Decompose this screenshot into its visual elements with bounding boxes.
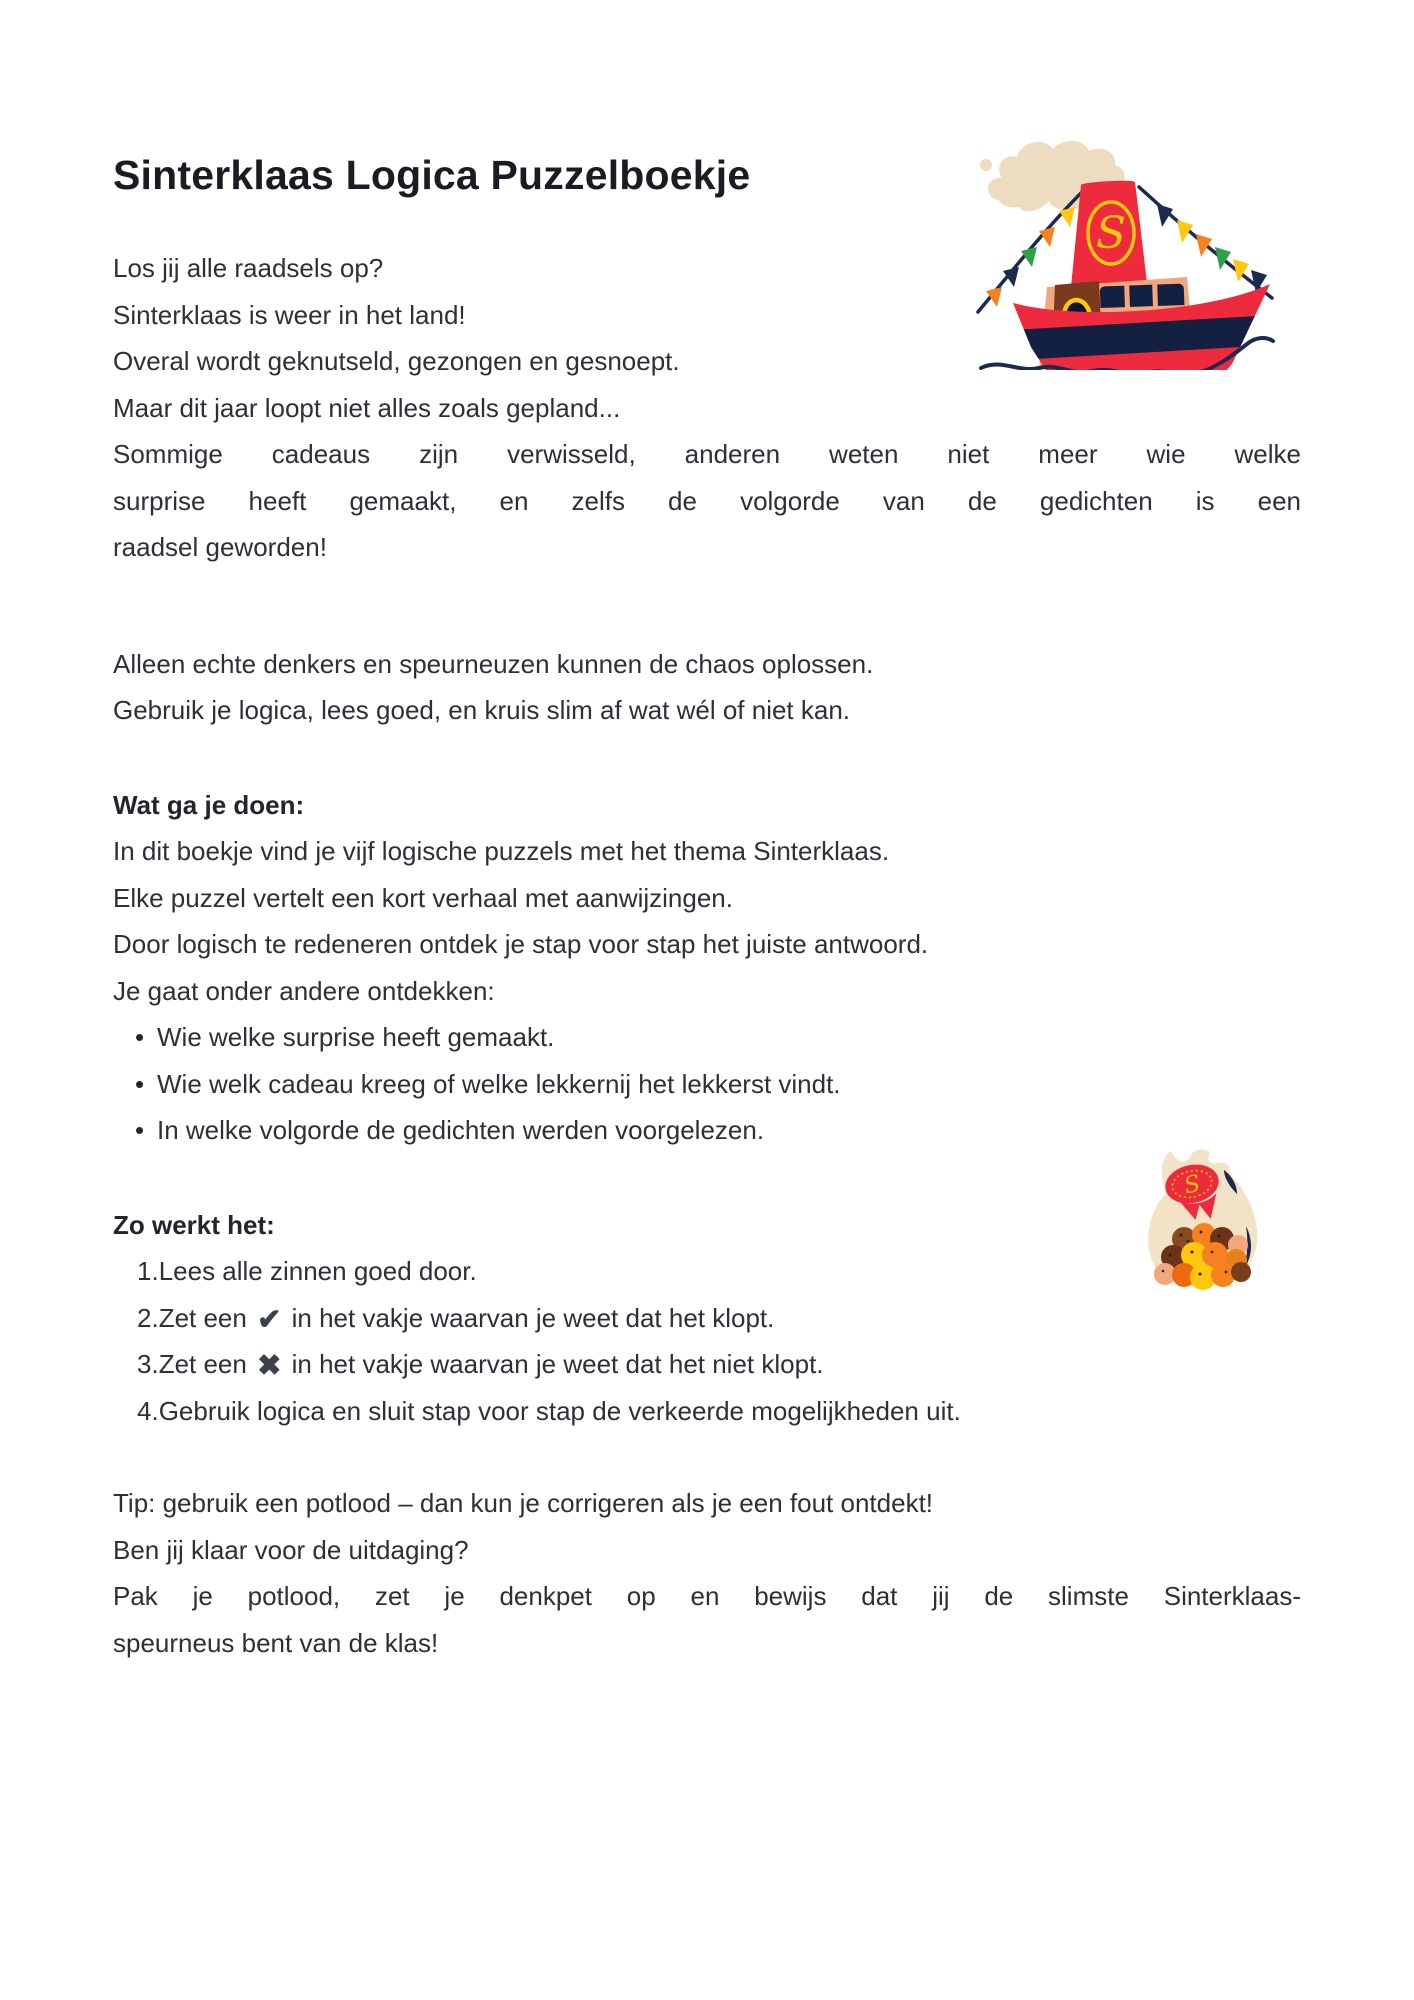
step-text: Zet een [158,1302,247,1333]
intro-justified-line: raadsel geworden! [113,532,327,563]
step-text: Gebruik logica en sluit stap voor stap de verkeerde mogelijkheden uit. [158,1395,961,1426]
step-number: 1. [137,1256,159,1287]
teaser-line: Gebruik je logica, lees goed, en kruis slim af wat wél of niet kan. [113,695,851,726]
pepernoten-bag-illustration [1140,1146,1270,1301]
what-line: Elke puzzel vertelt een kort verhaal met aanwijzingen. [113,882,733,913]
step-text: in het vakje waarvan je weet dat het klopt. [291,1302,775,1333]
boat-monogram: S [1095,208,1127,259]
step-number: 3. [137,1349,159,1380]
cross-icon: ✖ [257,1350,282,1383]
page-title: Sinterklaas Logica Puzzelboekje [113,152,751,198]
step-item [113,1295,1301,1342]
how-section [113,1202,1301,1435]
outro-justified-line: Pak je potlood, zet je denkpet op en bewijs dat jij de slimste Sinterklaas- [113,1581,1301,1612]
checkmark-icon: ✔ [257,1303,282,1336]
step-text: in het vakje waarvan je weet dat het niet klopt. [291,1349,824,1380]
what-heading: Wat ga je doen: [113,789,305,820]
discover-bullet-list [113,1014,1301,1154]
outro-line: Tip: gebruik een potlood – dan kun je corrigeren als je een fout ontdekt! [113,1488,934,1519]
what-line: In dit boekje vind je vijf logische puzzels met het thema Sinterklaas. [113,836,890,867]
list-item: • Wie welk cadeau kreeg of welke lekkernij het lekkerst vindt. [113,1061,1301,1108]
step-item [113,1248,1301,1295]
intro-line: Sinterklaas is weer in het land! [113,299,466,330]
step-item [113,1341,1301,1388]
intro-line: Maar dit jaar loopt niet alles zoals gepland... [113,392,621,423]
step-number: 2. [137,1302,159,1333]
list-item: • In welke volgorde de gedichten werden voorgelezen. [113,1107,1301,1154]
steps-list [113,1248,1301,1434]
step-number: 4. [137,1395,159,1426]
what-section [113,782,1301,1154]
how-heading: Zo werkt het: [113,1209,275,1240]
chimney [1071,181,1147,287]
outro-paragraph [113,1480,1301,1666]
what-line: Door logisch te redeneren ontdek je stap voor stap het juiste antwoord. [113,929,929,960]
intro-line: Los jij alle raadsels op? [113,253,384,284]
outro-justified-line: speurneus bent van de klas! [113,1627,439,1658]
intro-justified-line: Sommige cadeaus zijn verwisseld, anderen weten niet meer wie welke [113,439,1301,470]
list-item: • Wie welke surprise heeft gemaakt. [113,1014,1301,1061]
what-line: Je gaat onder andere ontdekken: [113,975,495,1006]
teaser-line: Alleen echte denkers en speurneuzen kunnen de chaos oplossen. [113,648,874,679]
step-text: Lees alle zinnen goed door. [158,1256,477,1287]
intro-justified-line: surprise heeft gemaakt, en zelfs de volgorde van de gedichten is een [113,485,1301,516]
steamboat-illustration [975,135,1275,370]
step-item [113,1388,1301,1435]
outro-line: Ben jij klaar voor de uitdaging? [113,1534,469,1565]
step-text: Zet een [158,1349,247,1380]
bag-monogram: S [1181,1170,1203,1200]
intro-line: Overal wordt geknutseld, gezongen en gesnoept. [113,346,680,377]
teaser-paragraph [113,641,1301,734]
